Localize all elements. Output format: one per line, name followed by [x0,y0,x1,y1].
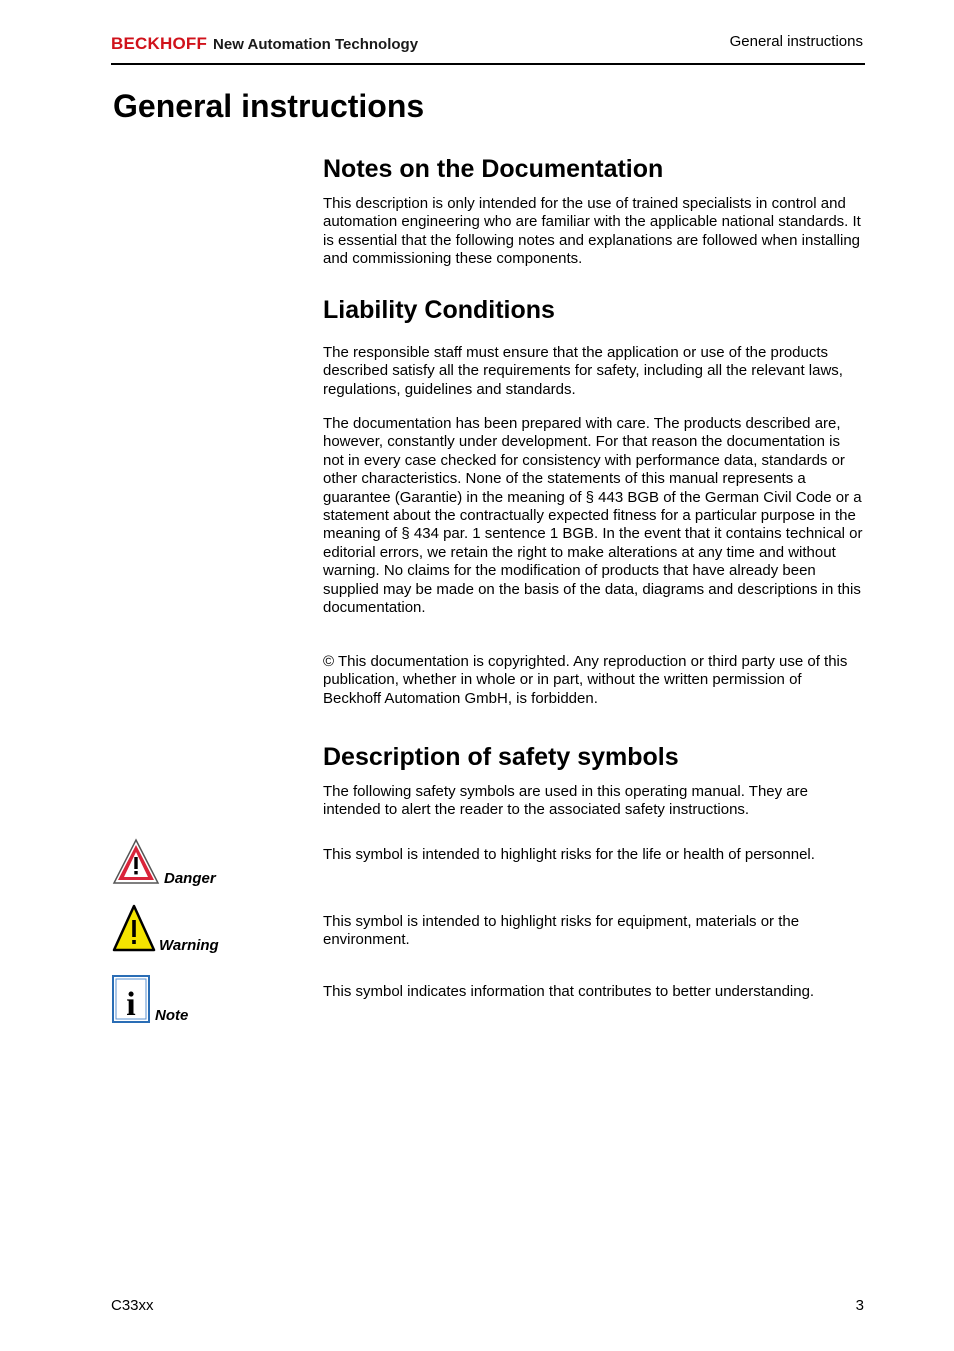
info-icon [112,975,152,1023]
beckhoff-logo [111,34,418,54]
header-section-title: General instructions [729,33,863,50]
danger-triangle-icon [112,838,160,886]
danger-label: Danger [164,870,216,887]
copyright-paragraph: © This documentation is copyrighted. Any reproduction or third party use of this publication, whether in whole or in part, without the written permission of Beckhoff Automation GmbH, is forbidden. [323,653,848,707]
note-symbol [112,975,152,1028]
logo-brand: BECKHOFF [111,34,208,53]
safety-intro: The following safety symbols are used in this operating manual. They are intended to alert the reader to the associated safety instructions. [323,783,808,819]
note-description: This symbol indicates information that contributes to better understanding. [323,983,815,1000]
danger-symbol [112,838,160,891]
logo-tagline: New Automation Technology [213,36,419,53]
footer-product: C33xx [111,1297,154,1314]
danger-description: This symbol is intended to highlight risks for the life or health of personnel. [323,846,815,863]
safety-heading: Description of safety symbols [323,743,679,771]
liability-paragraph-2: The documentation has been prepared with care. The products described are, however, constantly under development. For that reason the documentation is not in every case checked for consistency with performance data, standards or other characteristics. None of the statements of this manual represents a guarantee (Garantie) in the meaning of § 443 BGB of the German Civil Code or a statement about the contractually expected fitness for a particular purpose in the meaning of § 434 par. 1 sentence 1 BGB. In the event that it contains technical or editorial errors, we retain the right to make alterations at any time and without warning. No claims for the modification of products that have already been supplied may be made on the basis of the data, diagrams and descriptions in this documentation. [323,415,863,617]
page-title: General instructions [113,88,425,124]
notes-paragraph: This description is only intended for the use of trained specialists in control and automation engineering who are familiar with the applicable national standards. It is essential that the following notes and explanations are followed when installing and commissioning these components. [323,195,861,268]
warning-triangle-icon [112,904,156,952]
liability-paragraph-1: The responsible staff must ensure that the application or use of the products described satisfy all the requirements for safety, including all the relevant laws, regulations, guidelines and standards. [323,344,843,398]
footer-page-number: 3 [855,1297,864,1314]
note-label: Note [155,1007,189,1024]
page-header [111,30,865,65]
warning-description: This symbol is intended to highlight risks for equipment, materials or the environment. [323,913,800,949]
warning-symbol [112,904,156,957]
liability-heading: Liability Conditions [323,296,555,324]
notes-heading: Notes on the Documentation [323,155,664,183]
warning-label: Warning [159,937,219,954]
svg-text:i: i [126,986,136,1023]
